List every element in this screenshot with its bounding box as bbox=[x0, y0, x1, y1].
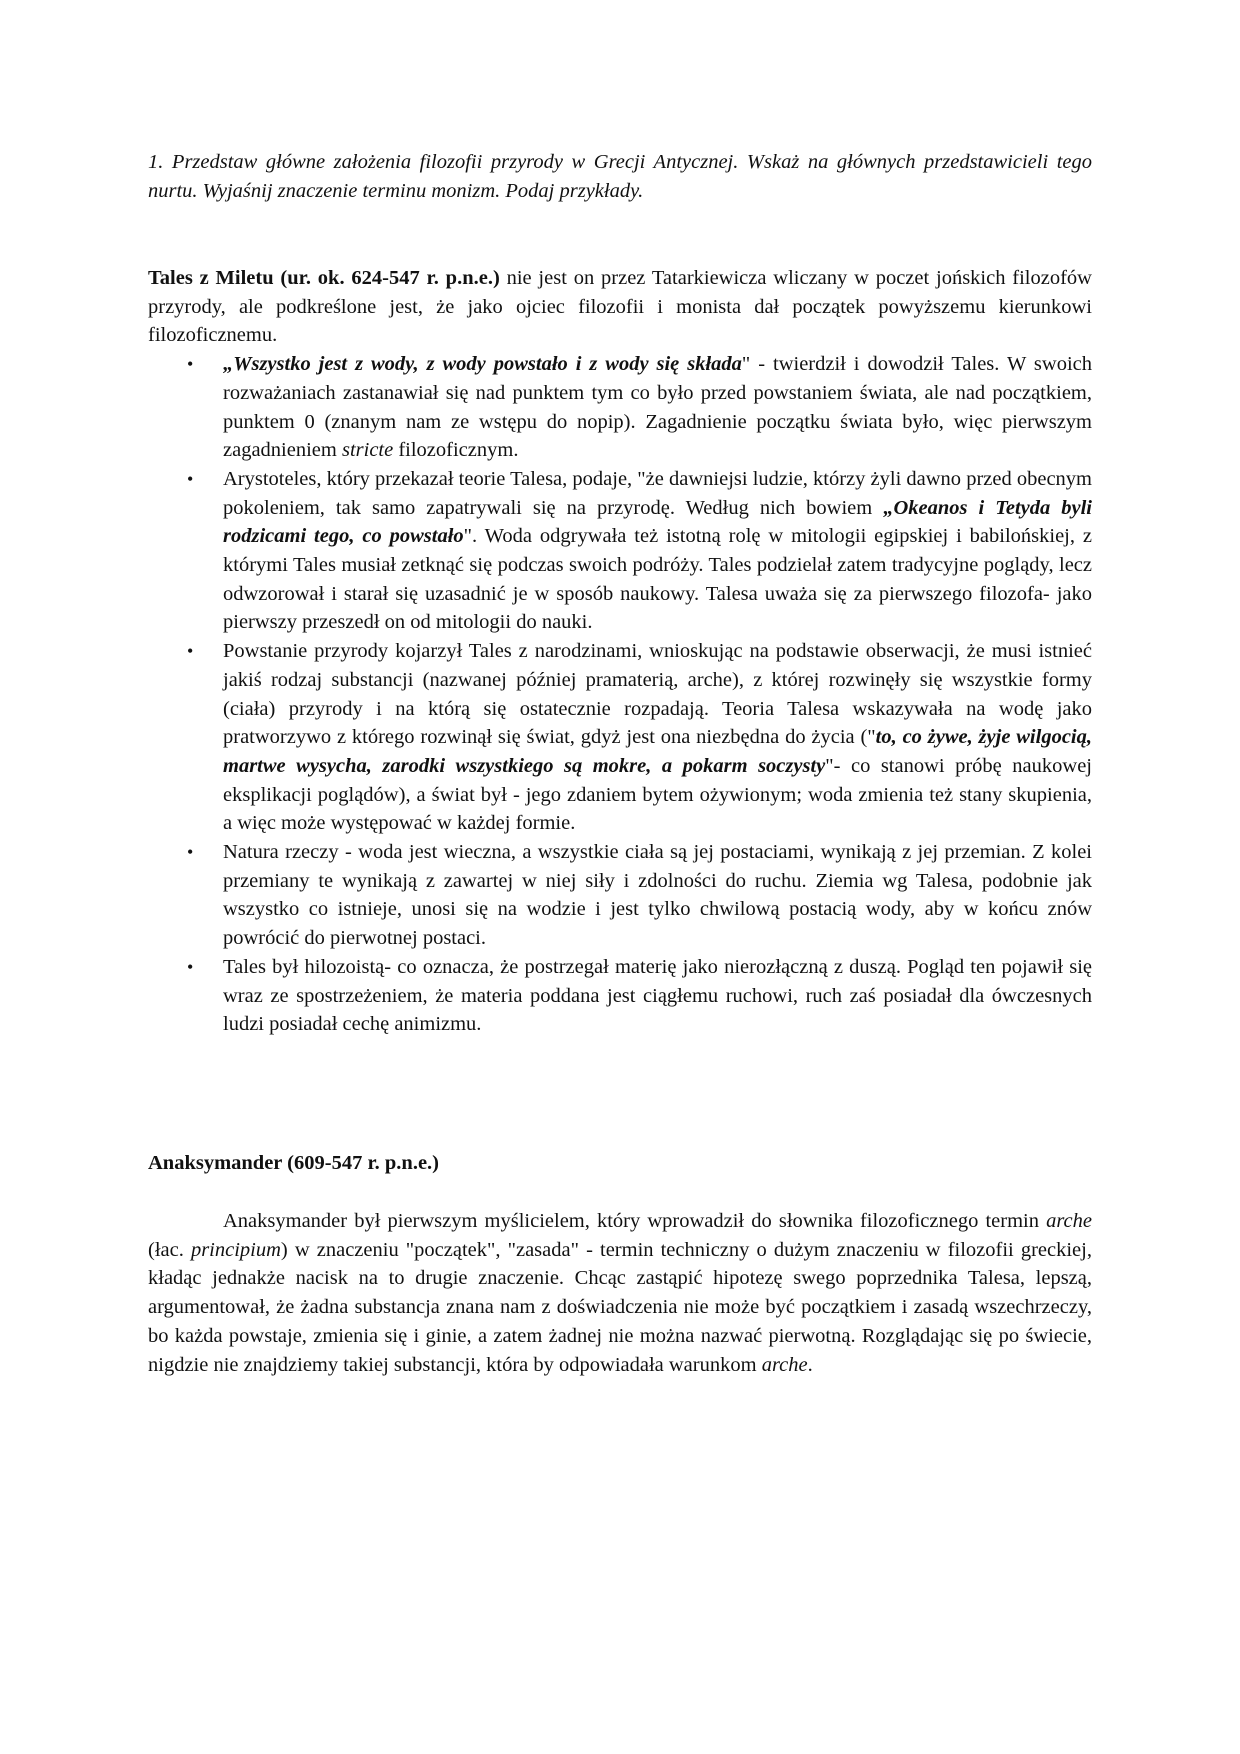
exam-question: 1. Przedstaw główne założenia filozofii przyrody w Grecji Antycznej. Wskaż na głównych przedstawicieli tego nurtu. Wyjaśnij znaczenie terminu monizm. Podaj przykłady. bbox=[148, 151, 1092, 202]
quote-text: „Wszystko jest z wody, z wody powstało i z wody się składa bbox=[223, 353, 742, 376]
item-text: Powstanie przyrody kojarzył Tales z narodzinami, wnioskując na podstawie obserwacji, że musi istnieć jakiś rodzaj substancji (nazwanej później pramaterią, arche), z której rozwinęły się wszystkie formy (ciała) przyrody i na którą się ostatecznie rozpadają. Teoria Talesa wskazywała na wodę jako pratworzywo z którego rozwinął się świat, gdyż jest ona niezbędna do życia (" bbox=[223, 640, 1092, 749]
tales-intro-paragraph bbox=[148, 264, 1092, 350]
list-item bbox=[148, 637, 1092, 838]
item-text: Arystoteles, który przekazał teorie Talesa, podaje, "że dawniejsi ludzie, którzy żyli dawno przed obecnym pokoleniem, tak samo zapatrywali się na przyrodę. Według nich bowiem bbox=[223, 467, 1092, 519]
tales-bullet-list bbox=[148, 350, 1092, 1039]
bullet-icon: • bbox=[187, 641, 194, 662]
quote-text: „Okeanos i Tetyda byli rodzicami tego, co powstało bbox=[223, 496, 1092, 548]
item-text: Natura rzeczy - woda jest wieczna, a wszystkie ciała są jej postaciami, wynikają z jej przemian. Z kolei przemiany te wynikają z zawartej w niej siły i zdolności do ruchu. Ziemia wg Talesa, podobnie jak wszystko co istnieje, unosi się na wodzie i jest tylko chwilową postacią wody, aby w końcu znów powrócić do pierwotnej postaci. bbox=[223, 841, 1092, 950]
quote-text: to, co żywe, żyje wilgocią, martwe wysycha, zarodki wszystkiego są mokre, a pokarm soczysty bbox=[223, 726, 1092, 777]
item-text: ". Woda odgrywała też istotną rolę w mitologii egipskiej i babilońskiej, z którymi Tales musiał zetknąć się podczas swoich podróży. Tales podzielał zatem tradycyjne poglądy, lecz odwzorował i starał się uzasadnić je w sposób naukowy. Talesa uważa się za pierwszego filozofa- jako pierwszy przeszedł on od mitologii do nauki. bbox=[223, 525, 1092, 634]
spacer bbox=[148, 1177, 1092, 1207]
bullet-icon: • bbox=[187, 468, 194, 489]
item-text: filozoficznym. bbox=[393, 439, 519, 462]
emphasis-text: stricte bbox=[341, 439, 394, 462]
anaksymander-paragraph bbox=[148, 1207, 1092, 1379]
emphasis-text: arche bbox=[1046, 1209, 1092, 1232]
item-text: Tales był hilozoistą- co oznacza, że postrzegał materię jako nierozłączną z duszą. Pogląd ten pojawił się wraz ze spostrzeżeniem, że materia poddana jest ciągłemu ruchowi, ruch zaś posiadał dla ówczesnych ludzi posiadał cechę animizmu. bbox=[223, 955, 1092, 1036]
tales-intro-text: nie jest on przez Tatarkiewicza wliczany w poczet jońskich filozofów przyrody, ale podkreślone jest, że jako ojciec filozofii i monista dał początek powyższemu kierunkowi filozoficznemu. bbox=[148, 267, 1092, 347]
paragraph-text: . bbox=[807, 1353, 813, 1376]
bullet-icon: • bbox=[187, 956, 194, 977]
list-item bbox=[148, 953, 1092, 1039]
list-item bbox=[148, 465, 1092, 637]
bullet-icon: • bbox=[187, 354, 194, 375]
emphasis-text: arche bbox=[761, 1353, 808, 1376]
bullet-icon: • bbox=[187, 842, 194, 863]
item-text: "- co stanowi próbę naukowej eksplikacji poglądów), a świat był - jego zdaniem bytem ożywionym; woda zmienia też stany skupienia, a więc może występować w każdej formie. bbox=[223, 754, 1092, 835]
paragraph-text: ) w znaczeniu "początek", "zasada" - termin techniczny o dużym znaczeniu w filozofii greckiej, kładąc jednakże nacisk na to drugie znaczenie. Chcąc zastąpić hipotezę swego poprzednika Talesa, lepszą, argumentował, że żadna substancja znana nam z doświadczenia nie może być początkiem i zasadą wszechrzeczy, bo każda powstaje, zmienia się i ginie, a zatem żadnej nie można nazwać pierwotną. Rozglądając się po świecie, nigdzie nie znajdziemy takiej substancji, która by odpowiadała warunkom bbox=[148, 1238, 1092, 1376]
emphasis-text: principium bbox=[190, 1238, 281, 1261]
tales-heading: Tales z Miletu (ur. ok. 624-547 r. p.n.e.) bbox=[148, 267, 500, 289]
document-page bbox=[148, 148, 1092, 1379]
paragraph-text: Anaksymander był pierwszym myślicielem, który wprowadził do słownika filozoficznego termin bbox=[223, 1209, 1047, 1232]
spacer bbox=[148, 206, 1092, 264]
paragraph-text: (łac. bbox=[148, 1238, 191, 1261]
list-item bbox=[148, 838, 1092, 953]
item-text: " - twierdził i dowodził Tales. W swoich rozważaniach zastanawiał się nad punktem tym co było przed powstaniem świata, ale nad początkiem, punktem 0 (znanym nam ze wstępu do nopip). Zagadnienie początku świata było, więc pierwszym zagadnieniem bbox=[223, 353, 1092, 462]
spacer bbox=[148, 1039, 1092, 1149]
anaksymander-heading: Anaksymander (609-547 r. p.n.e.) bbox=[148, 1151, 440, 1174]
list-item bbox=[148, 350, 1092, 465]
